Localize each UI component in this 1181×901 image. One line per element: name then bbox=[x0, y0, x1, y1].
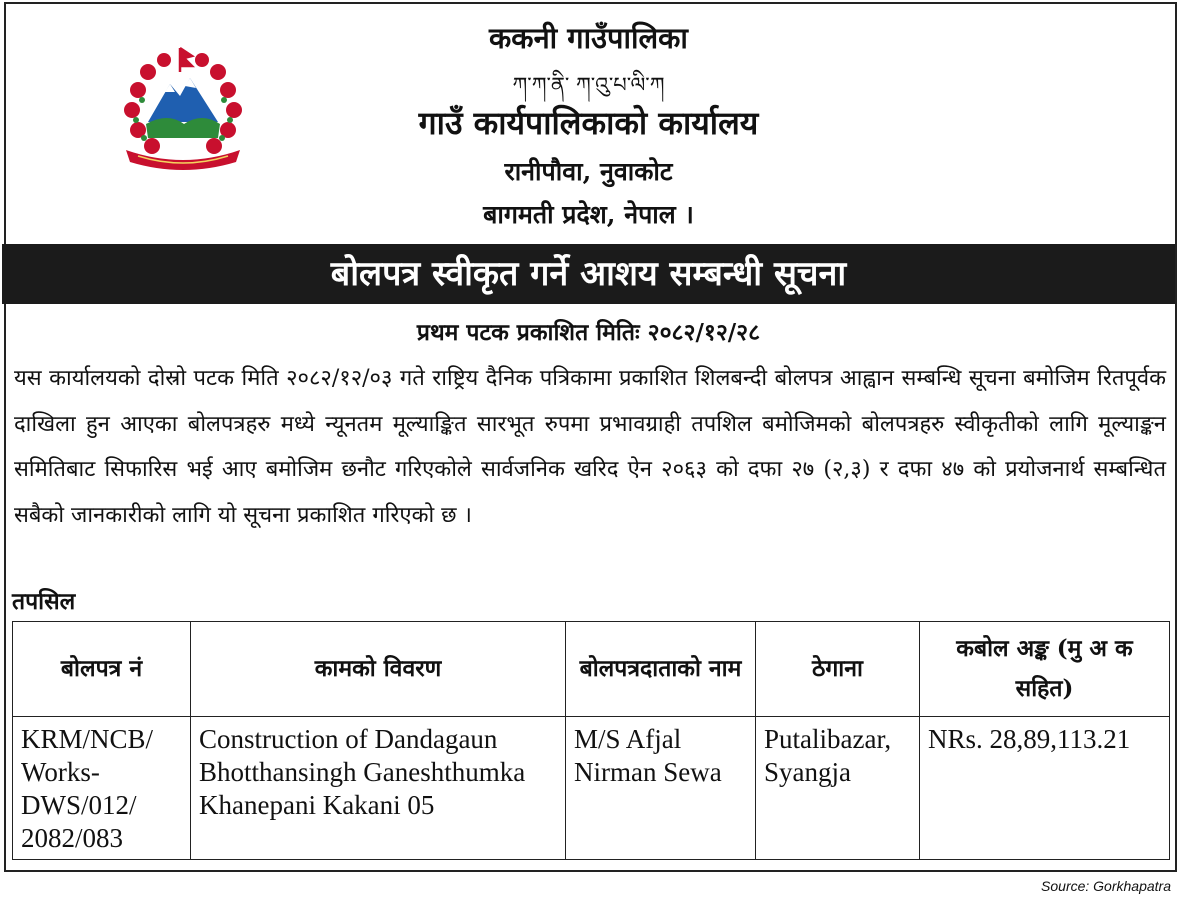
office-name: गाउँ कार्यपालिकाको कार्यालय bbox=[418, 104, 759, 142]
cell-address: Putalibazar, Syangja bbox=[756, 717, 920, 860]
header-bid-no: बोलपत्र नं bbox=[13, 622, 191, 717]
cell-description: Construction of Dandagaun Bhotthansingh Ganeshthumka Khanepani Kakani 05 bbox=[191, 717, 566, 860]
notice-title: बोलपत्र स्वीकृत गर्ने आशय सम्बन्धी सूचना bbox=[2, 244, 1175, 304]
province-line: बागमती प्रदेश, नेपाल । bbox=[483, 200, 694, 229]
cell-amount: NRs. 28,89,113.21 bbox=[920, 717, 1170, 860]
cell-bid-no: KRM/NCB/ Works-DWS/012/ 2082/083 bbox=[13, 717, 191, 860]
municipality-name: ककनी गाउँपालिका bbox=[489, 21, 688, 55]
source-credit: Source: Gorkhapatra bbox=[1041, 878, 1171, 894]
published-date: प्रथम पटक प्रकाशित मितिः २०८२/१२/२८ bbox=[416, 319, 761, 346]
address-line: रानीपौवा, नुवाकोट bbox=[504, 157, 673, 186]
cell-bidder: M/S Afjal Nirman Sewa bbox=[566, 717, 756, 860]
table-header-row bbox=[13, 622, 1170, 717]
header-address: ठेगाना bbox=[756, 622, 920, 717]
table-row bbox=[13, 717, 1170, 860]
notice-body: यस कार्यालयको दोस्रो पटक मिति २०८२/१२/०३ गते राष्ट्रिय दैनिक पत्रिकामा प्रकाशित शिलबन्दी बोलपत्र आह्वान सम्बन्धि सूचना बमोजिम रितपूर्वक दाखिला हुन आएका बोलपत्रहरु मध्ये न्यूनतम मूल्याङ्कित सारभूत रुपमा प्रभावग्राही तपशिल बमोजिमको बोलपत्रहरु स्वीकृतीको लागि मूल्याङ्कन समितिबाट सिफारिस भई आए बमोजिम छनौट गरिएकोले सार्वजनिक खरिद ऐन २०६३ को दफा २७ (२,३) र दफा ४७ को प्रयोजनार्थ सम्बन्धित सबैको जानकारीको लागि यो सूचना प्रकाशित गरिएको छ । bbox=[14, 366, 1166, 528]
tapasil-label: तपसिल bbox=[12, 588, 76, 615]
header-description: कामको विवरण bbox=[191, 622, 566, 717]
header-amount: कबोल अङ्क (मु अ क सहित) bbox=[920, 622, 1170, 717]
header-bidder: बोलपत्रदाताको नाम bbox=[566, 622, 756, 717]
award-table bbox=[12, 621, 1170, 860]
tibetan-name: ཀ་ཀ་ནི་ ཀ་འུ་པ་ལི་ཀ bbox=[512, 73, 665, 97]
